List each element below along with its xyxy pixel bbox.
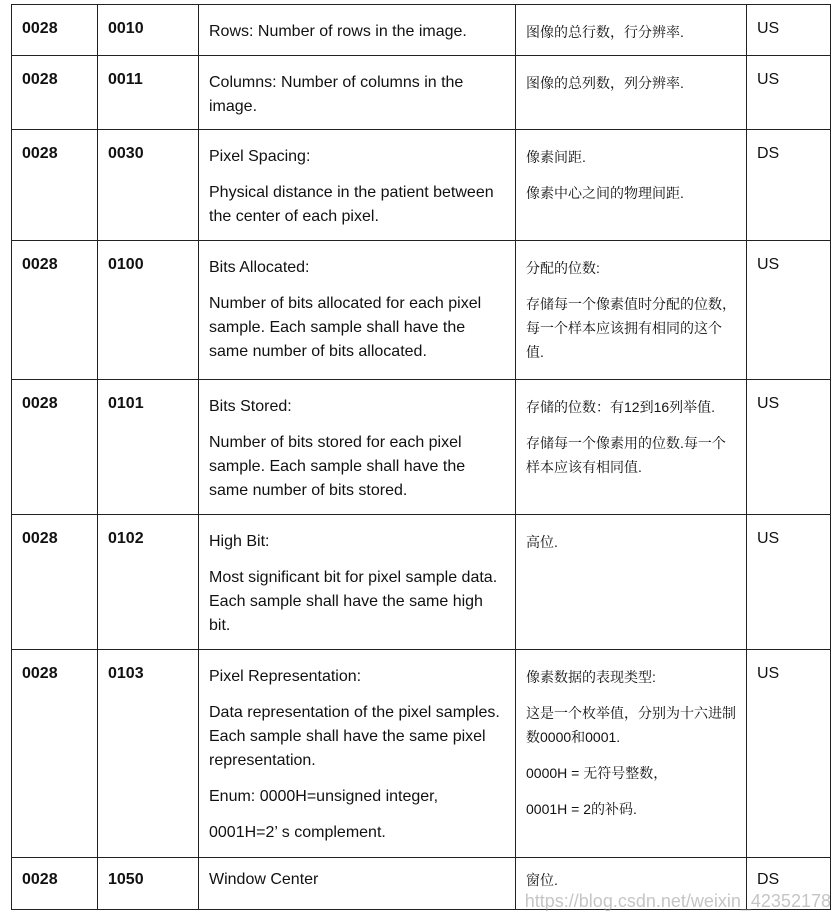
table-row [12,515,831,650]
description-cell-text: Rows: Number of rows in the image. [209,23,467,40]
group-cell [12,56,98,130]
vr-cell [747,56,831,130]
description-cell [199,380,516,515]
element-cell-text: 0103 [108,665,144,682]
chinese-description-cell-text: 像素数据的表现类型: [526,669,656,685]
description-cell-text: Most significant bit for pixel sample data. Each sample shall have the same high bit. [209,569,498,634]
group-cell [12,650,98,858]
chinese-description-cell-text: 图像的总行数，行分辨率. [526,24,684,40]
group-cell-text: 0028 [22,71,58,88]
chinese-description-cell [516,56,747,130]
table-row [12,130,831,241]
description-cell-text: 0001H=2’ s complement. [209,824,386,841]
description-cell-text: Physical distance in the patient between the center of each pixel. [209,184,494,225]
chinese-description-cell-text: 窗位. [526,872,558,888]
description-cell-text: Data representation of the pixel samples. Each sample shall have the same pixel representation. [209,704,500,769]
group-cell-text: 0028 [22,145,58,162]
vr-cell-text: US [757,20,780,37]
description-cell [199,241,516,380]
chinese-description-cell-text: 图像的总列数，列分辨率. [526,75,684,91]
vr-cell [747,380,831,515]
group-cell-text: 0028 [22,530,58,547]
group-cell [12,5,98,56]
description-cell-text: Pixel Spacing: [209,148,311,165]
group-cell [12,858,98,910]
description-cell-text: Pixel Representation: [209,668,362,685]
group-cell-text: 0028 [22,395,58,412]
chinese-description-cell-text: 高位. [526,534,558,550]
description-cell [199,650,516,858]
chinese-description-cell-text: 像素中心之间的物理间距. [526,185,684,201]
description-cell-text: Bits Allocated: [209,259,310,276]
chinese-description-cell [516,5,747,56]
vr-cell-text: DS [757,145,780,162]
chinese-description-cell-text: 0001H = 2的补码. [526,801,637,817]
group-cell [12,241,98,380]
element-cell [98,515,199,650]
group-cell-text: 0028 [22,665,58,682]
vr-cell [747,515,831,650]
group-cell [12,515,98,650]
vr-cell [747,241,831,380]
description-cell [199,56,516,130]
chinese-description-cell [516,515,747,650]
element-cell-text: 0101 [108,395,144,412]
chinese-description-cell-text: 像素间距. [526,149,586,165]
vr-cell [747,5,831,56]
element-cell-text: 0010 [108,20,144,37]
group-cell [12,130,98,241]
group-cell-text: 0028 [22,256,58,273]
vr-cell-text: US [757,71,780,88]
element-cell-text: 0030 [108,145,144,162]
chinese-description-cell [516,380,747,515]
group-cell-text: 0028 [22,20,58,37]
table-row [12,5,831,56]
element-cell [98,650,199,858]
chinese-description-cell [516,241,747,380]
chinese-description-cell-text: 0000H = 无符号整数， [526,765,668,781]
description-cell-text: Bits Stored: [209,398,292,415]
dicom-tag-table [11,4,831,910]
table-row [12,241,831,380]
chinese-description-cell-text: 存储每一个像素值时分配的位数，每一个样本应该拥有相同的这个值. [526,296,736,360]
watermark: https://blog.csdn.net/weixin_42352178 [524,891,831,911]
chinese-description-cell-text: 分配的位数: [526,260,600,276]
description-cell [199,515,516,650]
vr-cell-text: US [757,530,780,547]
element-cell [98,130,199,241]
group-cell-text: 0028 [22,871,58,888]
description-cell [199,130,516,241]
vr-cell [747,650,831,858]
description-cell-text: Number of bits stored for each pixel sample. Each sample shall have the same number of bits stored. [209,434,466,499]
table-row [12,380,831,515]
element-cell [98,56,199,130]
table-row [12,56,831,130]
description-cell-text: Number of bits allocated for each pixel sample. Each sample shall have the same number of bits allocated. [209,295,482,360]
vr-cell-text: US [757,665,780,682]
vr-cell-text: US [757,256,780,273]
vr-cell-text: US [757,395,780,412]
chinese-description-cell [516,130,747,241]
chinese-description-cell-text: 这是一个枚举值，分别为十六进制数0000和0001. [526,705,736,745]
chinese-description-cell-text: 存储的位数：有12到16列举值. [526,399,716,415]
description-cell [199,858,516,910]
element-cell [98,5,199,56]
vr-cell [747,130,831,241]
description-cell [199,5,516,56]
vr-cell-text: DS [757,871,780,888]
chinese-description-cell-text: 存储每一个像素用的位数.每一个样本应该有相同值. [526,435,726,475]
element-cell-text: 0102 [108,530,144,547]
group-cell [12,380,98,515]
element-cell-text: 0011 [108,71,143,88]
chinese-description-cell [516,650,747,858]
element-cell-text: 0100 [108,256,144,273]
element-cell [98,380,199,515]
element-cell-text: 1050 [108,871,144,888]
description-cell-text: High Bit: [209,533,270,550]
element-cell [98,241,199,380]
description-cell-text: Enum: 0000H=unsigned integer, [209,788,439,805]
table-row [12,650,831,858]
description-cell-text: Window Center [209,871,319,888]
element-cell [98,858,199,910]
description-cell-text: Columns: Number of columns in the image. [209,74,464,115]
